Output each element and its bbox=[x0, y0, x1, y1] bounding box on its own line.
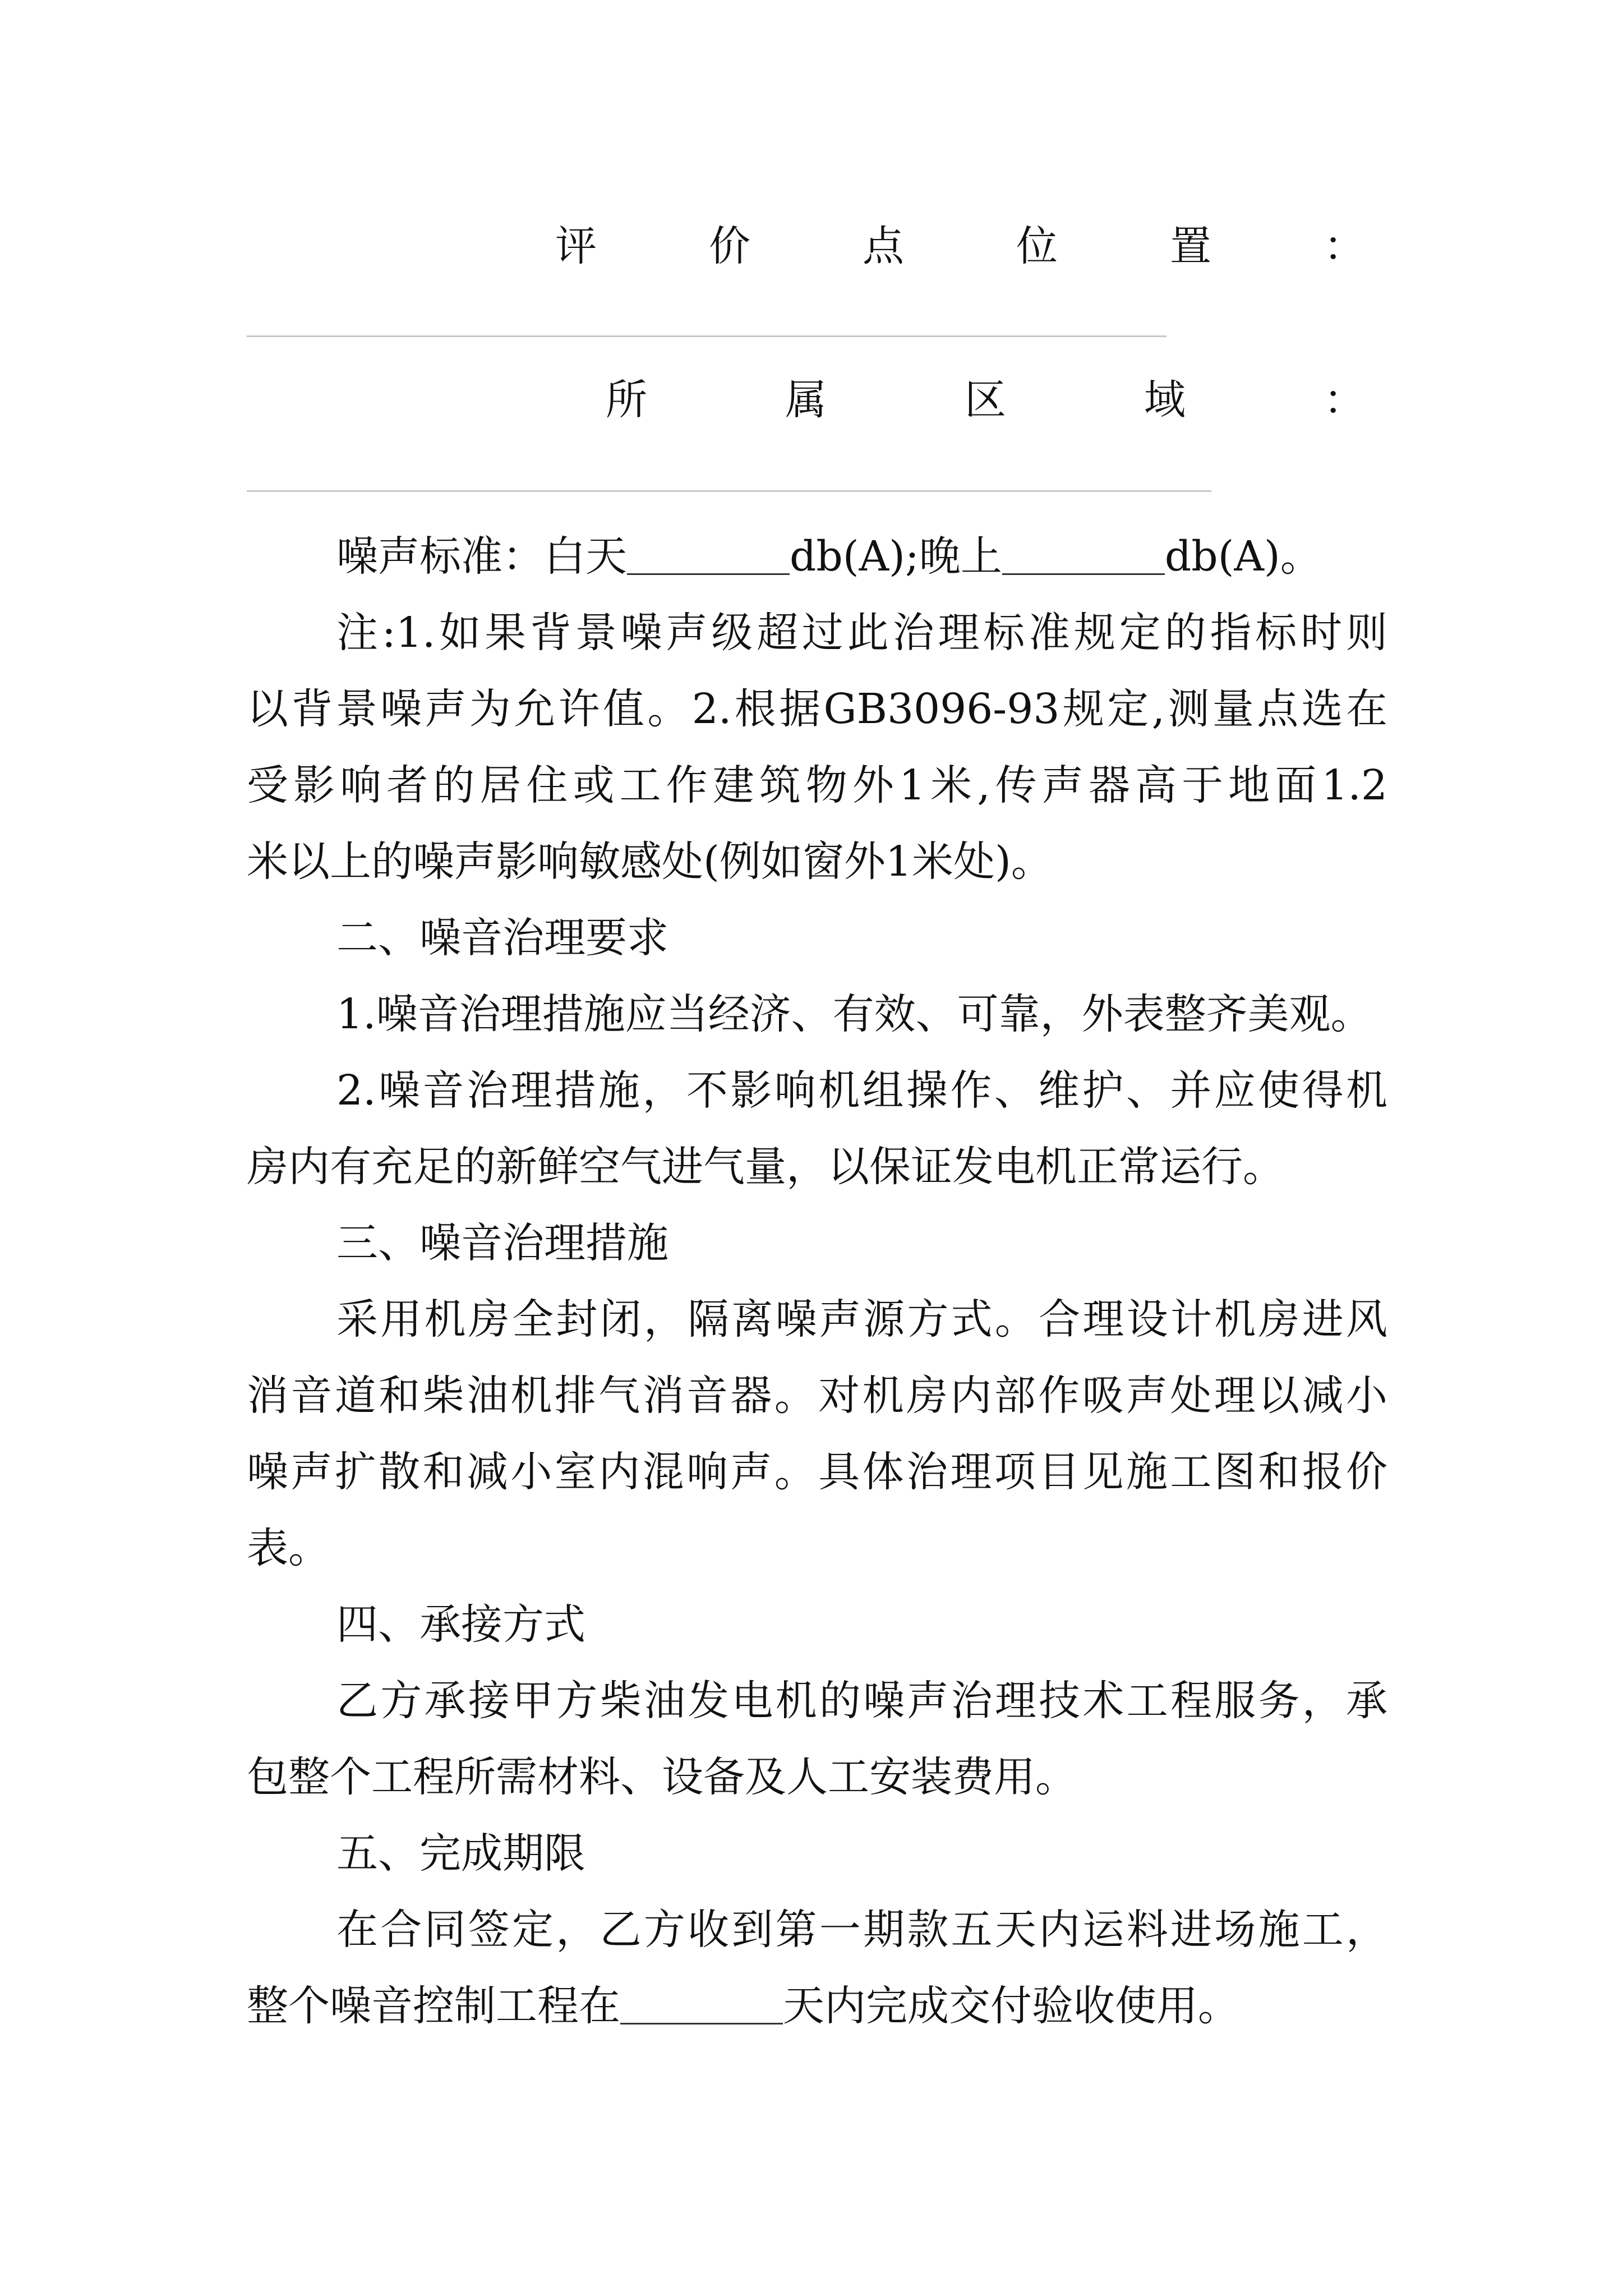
note-line: 注:1.如果背景噪声级超过此治理标准规定的指标时则 bbox=[336, 609, 1387, 657]
paragraph-line: 1.噪音治理措施应当经济、有效、可靠，外表整齐美观。 bbox=[336, 990, 1372, 1038]
paragraph-line: 房内有充足的新鲜空气进气量，以保证发电机正常运行。 bbox=[247, 1143, 1284, 1191]
label-char: ： bbox=[1324, 376, 1365, 424]
label-char: 价 bbox=[709, 222, 750, 270]
evaluation-point-label bbox=[555, 218, 1365, 268]
paragraph-line: 表。 bbox=[247, 1524, 330, 1572]
paragraph-line: 2.噪音治理措施，不影响机组操作、维护、并应使得机 bbox=[336, 1066, 1387, 1115]
region-fill-line bbox=[247, 490, 1211, 492]
days-blank bbox=[620, 1984, 783, 2024]
night-value-blank bbox=[1002, 534, 1165, 575]
day-unit: db(A);晚上 bbox=[790, 532, 1002, 581]
label-char: 位 bbox=[1016, 222, 1058, 270]
label-char: 点 bbox=[863, 222, 904, 270]
section-heading: 二、噪音治理要求 bbox=[336, 914, 668, 962]
evaluation-point-fill-line bbox=[247, 335, 1166, 337]
night-unit: db(A)。 bbox=[1164, 532, 1322, 581]
paragraph-line: 包整个工程所需材料、设备及人工安装费用。 bbox=[247, 1753, 1077, 1801]
noise-standard-label: 噪声标准：白天 bbox=[336, 532, 627, 581]
note-line: 受影响者的居住或工作建筑物外1米,传声器高于地面1.2 bbox=[247, 761, 1387, 809]
completion-text-after: 天内完成交付验收使用。 bbox=[783, 1982, 1239, 2030]
completion-text-before: 整个噪音控制工程在 bbox=[247, 1982, 620, 2030]
paragraph-line: 噪声扩散和减小室内混响声。具体治理项目见施工图和报价 bbox=[247, 1448, 1387, 1496]
noise-standard-line bbox=[336, 531, 1387, 582]
label-char: 置 bbox=[1170, 222, 1211, 270]
region-label bbox=[606, 371, 1365, 422]
label-char: ： bbox=[1324, 222, 1365, 270]
section-heading: 五、完成期限 bbox=[336, 1829, 585, 1878]
day-value-blank bbox=[627, 534, 790, 575]
completion-line bbox=[247, 1981, 1387, 2031]
section-heading: 三、噪音治理措施 bbox=[336, 1219, 668, 1267]
label-char: 区 bbox=[965, 376, 1006, 424]
label-char: 属 bbox=[785, 376, 827, 424]
section-heading: 四、承接方式 bbox=[336, 1600, 585, 1649]
label-char: 域 bbox=[1144, 376, 1186, 424]
label-char: 评 bbox=[555, 222, 597, 270]
paragraph-line: 采用机房全封闭，隔离噪声源方式。合理设计机房进风 bbox=[336, 1295, 1387, 1343]
note-line: 以背景噪声为允许值。2.根据GB3096-93规定,测量点选在 bbox=[247, 685, 1387, 733]
paragraph-line: 乙方承接甲方柴油发电机的噪声治理技术工程服务，承 bbox=[336, 1677, 1387, 1725]
note-line: 米以上的噪声影响敏感处(例如窗外1米处)。 bbox=[247, 838, 1053, 886]
label-char: 所 bbox=[606, 376, 647, 424]
paragraph-line: 在合同签定，乙方收到第一期款五天内运料进场施工， bbox=[336, 1906, 1387, 1954]
paragraph-line: 消音道和柴油机排气消音器。对机房内部作吸声处理以减小 bbox=[247, 1372, 1387, 1420]
